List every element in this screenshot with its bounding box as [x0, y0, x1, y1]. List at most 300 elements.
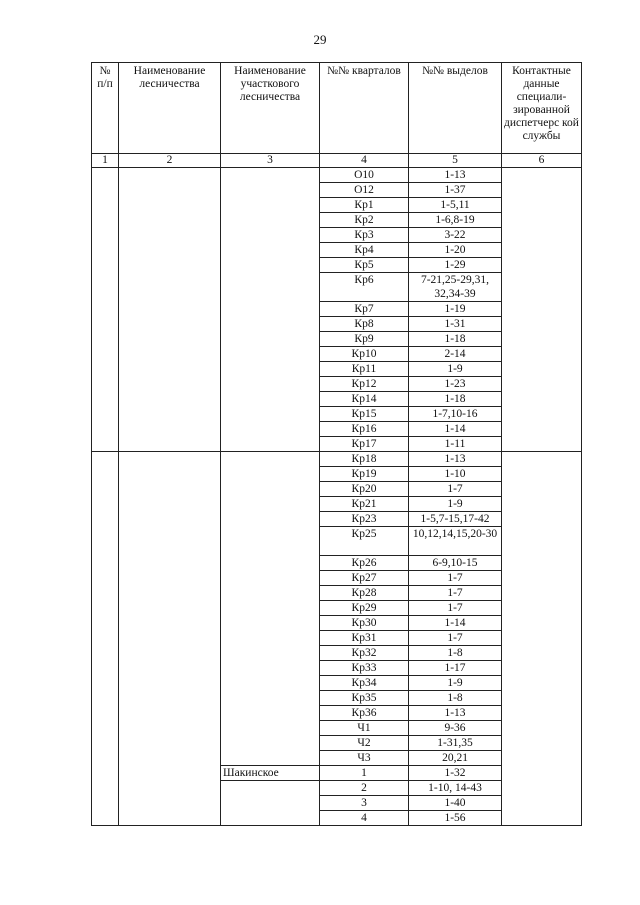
column-number: 5 [409, 154, 502, 168]
allotments-cell: 1-9 [409, 676, 502, 691]
contact-data-cell [502, 422, 582, 437]
allotments-cell: 1-32 [409, 766, 502, 781]
table-row [92, 362, 582, 377]
contact-data-cell [502, 183, 582, 198]
allotments-cell: 1-9 [409, 362, 502, 377]
forestry-name-cell [119, 781, 221, 796]
quarter-cell: О10 [320, 168, 409, 183]
contact-data-cell [502, 766, 582, 781]
district-forestry-name-cell [221, 796, 320, 811]
allotments-cell: 1-5,11 [409, 198, 502, 213]
quarter-cell: Кр6 [320, 273, 409, 302]
allotments-cell: 1-20 [409, 243, 502, 258]
contact-data-cell [502, 377, 582, 392]
contact-data-cell [502, 736, 582, 751]
header-quarters: №№ кварталов [320, 63, 409, 154]
district-forestry-name-cell [221, 228, 320, 243]
contact-data-cell [502, 721, 582, 736]
forestry-name-cell [119, 377, 221, 392]
row-number-cell [92, 706, 119, 721]
contact-data-cell [502, 661, 582, 676]
contact-data-cell [502, 527, 582, 556]
row-number-cell [92, 556, 119, 571]
allotments-cell: 1-7 [409, 631, 502, 646]
district-forestry-name-cell [221, 721, 320, 736]
district-forestry-name-cell [221, 497, 320, 512]
table-header-row [92, 63, 582, 154]
row-number-cell [92, 228, 119, 243]
table-row [92, 317, 582, 332]
quarter-cell: Кр16 [320, 422, 409, 437]
district-forestry-name-cell [221, 571, 320, 586]
forestry-name-cell [119, 661, 221, 676]
table-row [92, 616, 582, 631]
contact-data-cell [502, 616, 582, 631]
forestry-name-cell [119, 452, 221, 467]
district-forestry-name-cell [221, 258, 320, 273]
allotments-cell: 1-13 [409, 452, 502, 467]
header-number: № п/п [92, 63, 119, 154]
allotments-cell: 1-7 [409, 482, 502, 497]
row-number-cell [92, 601, 119, 616]
table-row [92, 527, 582, 556]
row-number-cell [92, 796, 119, 811]
allotments-cell: 1-9 [409, 497, 502, 512]
district-forestry-name-cell [221, 676, 320, 691]
district-forestry-name-cell [221, 168, 320, 183]
quarter-cell: Кр4 [320, 243, 409, 258]
forestry-name-cell [119, 213, 221, 228]
row-number-cell [92, 362, 119, 377]
forestry-name-cell [119, 317, 221, 332]
allotments-cell: 1-40 [409, 796, 502, 811]
forestry-name-cell [119, 631, 221, 646]
allotments-cell: 1-37 [409, 183, 502, 198]
district-forestry-name-cell [221, 317, 320, 332]
row-number-cell [92, 497, 119, 512]
contact-data-cell [502, 198, 582, 213]
allotments-cell: 1-8 [409, 691, 502, 706]
row-number-cell [92, 512, 119, 527]
quarter-cell: Кр9 [320, 332, 409, 347]
row-number-cell [92, 258, 119, 273]
allotments-cell: 1-6,8-19 [409, 213, 502, 228]
table-row [92, 273, 582, 302]
contact-data-cell [502, 362, 582, 377]
allotments-cell: 1-56 [409, 811, 502, 826]
forestry-table [91, 62, 582, 826]
allotments-cell: 1-13 [409, 168, 502, 183]
allotments-cell: 1-23 [409, 377, 502, 392]
contact-data-cell [502, 467, 582, 482]
forestry-name-cell [119, 721, 221, 736]
quarter-cell: Кр10 [320, 347, 409, 362]
allotments-cell: 20,21 [409, 751, 502, 766]
forestry-name-cell [119, 556, 221, 571]
quarter-cell: Кр31 [320, 631, 409, 646]
forestry-name-cell [119, 586, 221, 601]
quarter-cell: Кр29 [320, 601, 409, 616]
quarter-cell: Кр17 [320, 437, 409, 452]
row-number-cell [92, 736, 119, 751]
quarter-cell: Кр23 [320, 512, 409, 527]
table-row [92, 452, 582, 467]
table-row [92, 676, 582, 691]
district-forestry-name-cell [221, 452, 320, 467]
allotments-cell: 1-19 [409, 302, 502, 317]
header-district-forestry-name: Наименование участкового лесничества [221, 63, 320, 154]
table-row [92, 601, 582, 616]
contact-data-cell [502, 347, 582, 362]
allotments-cell: 1-14 [409, 422, 502, 437]
quarter-cell: Кр20 [320, 482, 409, 497]
forestry-name-cell [119, 527, 221, 556]
allotments-cell: 1-7 [409, 601, 502, 616]
table-row [92, 407, 582, 422]
allotments-cell: 1-18 [409, 392, 502, 407]
table-row [92, 556, 582, 571]
quarter-cell: Кр35 [320, 691, 409, 706]
quarter-cell: Кр36 [320, 706, 409, 721]
forestry-name-cell [119, 766, 221, 781]
forestry-name-cell [119, 706, 221, 721]
row-number-cell [92, 766, 119, 781]
row-number-cell [92, 586, 119, 601]
forestry-name-cell [119, 258, 221, 273]
row-number-cell [92, 616, 119, 631]
forestry-name-cell [119, 437, 221, 452]
district-forestry-name-cell [221, 706, 320, 721]
quarter-cell: Кр7 [320, 302, 409, 317]
table-row [92, 213, 582, 228]
table-row [92, 736, 582, 751]
row-number-cell [92, 527, 119, 556]
row-number-cell [92, 751, 119, 766]
header-forestry-name: Наименование лесничества [119, 63, 221, 154]
district-forestry-name-cell [221, 586, 320, 601]
quarter-cell: Кр5 [320, 258, 409, 273]
allotments-cell: 9-36 [409, 721, 502, 736]
district-forestry-name-cell [221, 198, 320, 213]
district-forestry-name-cell [221, 512, 320, 527]
column-number: 6 [502, 154, 582, 168]
contact-data-cell [502, 646, 582, 661]
allotments-cell: 1-29 [409, 258, 502, 273]
district-forestry-name-cell [221, 347, 320, 362]
table-row [92, 811, 582, 826]
table-row [92, 228, 582, 243]
quarter-cell: Кр1 [320, 198, 409, 213]
contact-data-cell [502, 751, 582, 766]
contact-data-cell [502, 676, 582, 691]
column-number: 1 [92, 154, 119, 168]
row-number-cell [92, 571, 119, 586]
header-allotments: №№ выделов [409, 63, 502, 154]
district-forestry-name-cell [221, 661, 320, 676]
district-forestry-name-cell [221, 362, 320, 377]
forestry-name-cell [119, 302, 221, 317]
page-number: 29 [313, 32, 327, 47]
contact-data-cell [502, 706, 582, 721]
column-number: 2 [119, 154, 221, 168]
forestry-name-cell [119, 676, 221, 691]
contact-data-cell [502, 407, 582, 422]
allotments-cell: 1-7 [409, 586, 502, 601]
quarter-cell: Кр19 [320, 467, 409, 482]
header-contact-data: Контактные данные специали-зированной диспетчерс кой службы [502, 63, 582, 154]
contact-data-cell [502, 691, 582, 706]
row-number-cell [92, 347, 119, 362]
contact-data-cell [502, 586, 582, 601]
district-forestry-name-cell [221, 616, 320, 631]
district-forestry-name-cell [221, 736, 320, 751]
quarter-cell: Кр30 [320, 616, 409, 631]
district-forestry-name-cell [221, 377, 320, 392]
allotments-cell: 3-22 [409, 228, 502, 243]
contact-data-cell [502, 228, 582, 243]
row-number-cell [92, 198, 119, 213]
contact-data-cell [502, 512, 582, 527]
table-row [92, 183, 582, 198]
district-forestry-name-cell: Шакинское [221, 766, 320, 781]
row-number-cell [92, 273, 119, 302]
quarter-cell: Кр2 [320, 213, 409, 228]
quarter-cell: Кр33 [320, 661, 409, 676]
contact-data-cell [502, 601, 582, 616]
table-row [92, 482, 582, 497]
row-number-cell [92, 691, 119, 706]
quarter-cell: 1 [320, 766, 409, 781]
allotments-cell: 7-21,25-29,31, 32,34-39 [409, 273, 502, 302]
quarter-cell: Кр25 [320, 527, 409, 556]
allotments-cell: 1-14 [409, 616, 502, 631]
forestry-name-cell [119, 422, 221, 437]
table-row [92, 437, 582, 452]
forestry-name-cell [119, 407, 221, 422]
forestry-name-cell [119, 736, 221, 751]
row-number-cell [92, 377, 119, 392]
allotments-cell: 1-7 [409, 571, 502, 586]
contact-data-cell [502, 243, 582, 258]
district-forestry-name-cell [221, 302, 320, 317]
forestry-name-cell [119, 228, 221, 243]
district-forestry-name-cell [221, 332, 320, 347]
district-forestry-name-cell [221, 183, 320, 198]
contact-data-cell [502, 273, 582, 302]
table-row [92, 243, 582, 258]
row-number-cell [92, 422, 119, 437]
quarter-cell: Кр34 [320, 676, 409, 691]
row-number-cell [92, 676, 119, 691]
table-row [92, 766, 582, 781]
forestry-name-cell [119, 198, 221, 213]
forestry-name-cell [119, 168, 221, 183]
table-row [92, 586, 582, 601]
forestry-name-cell [119, 273, 221, 302]
table-row [92, 721, 582, 736]
table-row [92, 302, 582, 317]
allotments-cell: 1-31 [409, 317, 502, 332]
row-number-cell [92, 631, 119, 646]
quarter-cell: Кр32 [320, 646, 409, 661]
forestry-name-cell [119, 796, 221, 811]
allotments-cell: 1-13 [409, 706, 502, 721]
table-row [92, 497, 582, 512]
contact-data-cell [502, 631, 582, 646]
column-number: 4 [320, 154, 409, 168]
quarter-cell: 2 [320, 781, 409, 796]
table-row [92, 467, 582, 482]
quarter-cell: Кр12 [320, 377, 409, 392]
quarter-cell: Кр15 [320, 407, 409, 422]
district-forestry-name-cell [221, 482, 320, 497]
quarter-cell: Кр28 [320, 586, 409, 601]
contact-data-cell [502, 302, 582, 317]
row-number-cell [92, 482, 119, 497]
table-row [92, 512, 582, 527]
table-row [92, 646, 582, 661]
table-row [92, 706, 582, 721]
allotments-cell: 1-8 [409, 646, 502, 661]
forestry-name-cell [119, 751, 221, 766]
table-row [92, 631, 582, 646]
contact-data-cell [502, 317, 582, 332]
contact-data-cell [502, 452, 582, 467]
table-row [92, 796, 582, 811]
allotments-cell: 1-10, 14-43 [409, 781, 502, 796]
forestry-name-cell [119, 332, 221, 347]
table-row [92, 392, 582, 407]
table-body [92, 168, 582, 826]
quarter-cell: Кр26 [320, 556, 409, 571]
district-forestry-name-cell [221, 437, 320, 452]
row-number-cell [92, 392, 119, 407]
forestry-name-cell [119, 497, 221, 512]
quarter-cell: Кр14 [320, 392, 409, 407]
quarter-cell: Кр11 [320, 362, 409, 377]
district-forestry-name-cell [221, 631, 320, 646]
forestry-name-cell [119, 183, 221, 198]
contact-data-cell [502, 437, 582, 452]
allotments-cell: 6-9,10-15 [409, 556, 502, 571]
district-forestry-name-cell [221, 243, 320, 258]
table-row [92, 751, 582, 766]
table-row [92, 422, 582, 437]
quarter-cell: Кр3 [320, 228, 409, 243]
row-number-cell [92, 243, 119, 258]
row-number-cell [92, 452, 119, 467]
row-number-cell [92, 213, 119, 228]
contact-data-cell [502, 392, 582, 407]
allotments-cell: 1-17 [409, 661, 502, 676]
table-row [92, 377, 582, 392]
quarter-cell: 3 [320, 796, 409, 811]
district-forestry-name-cell [221, 751, 320, 766]
forestry-name-cell [119, 601, 221, 616]
quarter-cell: Кр8 [320, 317, 409, 332]
forestry-name-cell [119, 392, 221, 407]
row-number-cell [92, 168, 119, 183]
row-number-cell [92, 317, 119, 332]
contact-data-cell [502, 796, 582, 811]
forestry-name-cell [119, 467, 221, 482]
quarter-cell: Кр18 [320, 452, 409, 467]
table-row [92, 571, 582, 586]
district-forestry-name-cell [221, 392, 320, 407]
table-row [92, 168, 582, 183]
table-row [92, 258, 582, 273]
allotments-cell: 1-18 [409, 332, 502, 347]
district-forestry-name-cell [221, 467, 320, 482]
row-number-cell [92, 646, 119, 661]
quarter-cell: Ч1 [320, 721, 409, 736]
allotments-cell: 1-7,10-16 [409, 407, 502, 422]
table-row [92, 781, 582, 796]
allotments-cell: 1-31,35 [409, 736, 502, 751]
contact-data-cell [502, 332, 582, 347]
district-forestry-name-cell [221, 601, 320, 616]
row-number-cell [92, 183, 119, 198]
forestry-name-cell [119, 691, 221, 706]
table-row [92, 198, 582, 213]
district-forestry-name-cell [221, 781, 320, 796]
allotments-cell: 1-10 [409, 467, 502, 482]
quarter-cell: Ч3 [320, 751, 409, 766]
forestry-name-cell [119, 616, 221, 631]
row-number-cell [92, 467, 119, 482]
quarter-cell: Кр21 [320, 497, 409, 512]
table-row [92, 691, 582, 706]
column-number-row [92, 154, 582, 168]
district-forestry-name-cell [221, 527, 320, 556]
district-forestry-name-cell [221, 646, 320, 661]
row-number-cell [92, 407, 119, 422]
forestry-name-cell [119, 362, 221, 377]
contact-data-cell [502, 258, 582, 273]
allotments-cell: 2-14 [409, 347, 502, 362]
contact-data-cell [502, 497, 582, 512]
row-number-cell [92, 781, 119, 796]
contact-data-cell [502, 556, 582, 571]
quarter-cell: Ч2 [320, 736, 409, 751]
district-forestry-name-cell [221, 556, 320, 571]
contact-data-cell [502, 482, 582, 497]
district-forestry-name-cell [221, 273, 320, 302]
forestry-name-cell [119, 482, 221, 497]
row-number-cell [92, 811, 119, 826]
contact-data-cell [502, 781, 582, 796]
forestry-name-cell [119, 512, 221, 527]
row-number-cell [92, 721, 119, 736]
quarter-cell: Кр27 [320, 571, 409, 586]
forestry-name-cell [119, 243, 221, 258]
district-forestry-name-cell [221, 407, 320, 422]
forestry-name-cell [119, 571, 221, 586]
forestry-name-cell [119, 646, 221, 661]
allotments-cell: 1-11 [409, 437, 502, 452]
forestry-name-cell [119, 811, 221, 826]
row-number-cell [92, 437, 119, 452]
district-forestry-name-cell [221, 213, 320, 228]
contact-data-cell [502, 213, 582, 228]
district-forestry-name-cell [221, 691, 320, 706]
allotments-cell: 1-5,7-15,17-42 [409, 512, 502, 527]
column-number: 3 [221, 154, 320, 168]
quarter-cell: О12 [320, 183, 409, 198]
row-number-cell [92, 332, 119, 347]
table-row [92, 661, 582, 676]
district-forestry-name-cell [221, 811, 320, 826]
